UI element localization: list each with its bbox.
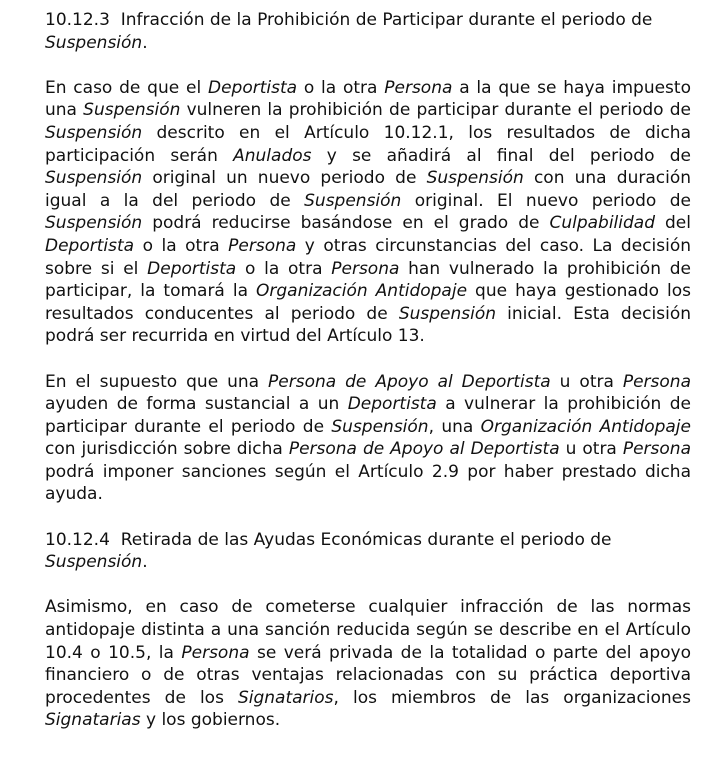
text-run: Asimismo, en caso de cometerse cualquier infracción de las normas antidopaje distinta a una sanción reducida según se describe en el Artículo 10.4 o 10.5, la: [45, 597, 691, 663]
defined-term: Deportista: [147, 258, 237, 279]
defined-term: Persona: [622, 371, 691, 392]
text-run: descrito en el Artículo 10.12.1, los resultados de dicha participación serán: [45, 122, 691, 166]
section-number: 10.12.3: [45, 10, 110, 30]
defined-term: Deportista: [45, 235, 135, 256]
defined-term: Suspensión: [83, 100, 181, 121]
text-run: del: [655, 213, 691, 234]
text-run: En caso de que el: [45, 77, 208, 98]
text-run: y se añadirá al final del periodo de: [311, 145, 691, 166]
section-title-end: .: [142, 32, 148, 53]
defined-term: Persona: [331, 258, 400, 279]
text-run: inicial. Esta decisión podrá ser recurrida en virtud del Artículo 13.: [45, 303, 691, 347]
defined-term: Signatarias: [45, 710, 141, 731]
text-run: u otra: [550, 371, 623, 392]
defined-term: Suspensión: [426, 168, 524, 189]
defined-term: Suspensión: [45, 168, 143, 189]
defined-term: Suspensión: [398, 303, 497, 324]
defined-term: Anulados: [233, 145, 312, 166]
section-title-end: .: [142, 552, 148, 573]
defined-term: Persona: [384, 77, 453, 98]
section-title-italic: Suspensión: [45, 552, 143, 573]
defined-term: Deportista: [207, 77, 298, 98]
text-run: y los gobiernos.: [140, 710, 281, 731]
text-run: con jurisdicción sobre dicha: [45, 439, 289, 460]
defined-term: Suspensión: [331, 416, 429, 437]
text-run: podrá imponer sanciones según el Artículo 2.9 por haber prestado dicha ayuda.: [45, 461, 691, 505]
paragraph-support-personnel: [45, 371, 691, 507]
paragraph-financial-support: [45, 596, 691, 732]
text-run: han vulnerado la prohibición de participar, la tomará la: [45, 258, 691, 302]
section-title: Retirada de las Ayudas Económicas durante el periodo de: [120, 529, 612, 550]
defined-term: Persona: [228, 235, 297, 256]
defined-term: Suspensión: [45, 213, 143, 234]
text-run: a la que se haya impuesto una: [45, 77, 691, 121]
text-run: o la otra: [236, 258, 332, 279]
section-title: Infracción de la Prohibición de Participar durante el periodo de: [120, 10, 653, 30]
text-run: , los miembros de las organizaciones: [333, 687, 692, 708]
text-run: y otras circunstancias del caso. La decisión sobre si el: [45, 235, 691, 279]
defined-term: Persona: [181, 642, 250, 663]
defined-term: Signatarios: [237, 687, 334, 708]
text-run: podrá reducirse basándose en el grado de: [142, 213, 550, 234]
text-run: En el supuesto que una: [45, 371, 269, 392]
defined-term: Deportista: [347, 394, 437, 415]
text-run: original. El nuevo periodo de: [401, 190, 691, 211]
section-number: 10.12.4: [45, 529, 110, 550]
text-run: o la otra: [297, 77, 385, 98]
text-run: vulneren la prohibición de participar durante el periodo de: [180, 100, 691, 121]
defined-term: Culpabilidad: [549, 213, 655, 234]
text-run: ayuden de forma sustancial a un: [45, 394, 348, 415]
text-run: se verá privada de la totalidad o parte del apoyo financiero o de otras ventajas relacionadas con su práctica deportiva procedentes de los: [45, 642, 691, 708]
defined-term: Suspensión: [45, 122, 143, 143]
section-heading-10-12-4: [45, 529, 691, 574]
text-run: original un nuevo periodo de: [142, 168, 427, 189]
paragraph-suspension-violation: [45, 77, 691, 348]
text-run: que haya gestionado los resultados conducentes al periodo de: [45, 281, 691, 324]
text-run: a vulnerar la prohibición de participar durante el periodo de: [45, 394, 691, 437]
defined-term: Suspensión: [304, 190, 402, 211]
defined-term: Persona: [622, 439, 691, 460]
defined-term: Organización Antidopaje: [256, 281, 468, 302]
section-heading-10-12-3: [45, 9, 691, 54]
text-run: o la otra: [134, 235, 229, 256]
defined-term: Organización Antidopaje: [480, 416, 691, 437]
text-run: con una duración igual a la del periodo de: [45, 168, 691, 211]
text-run: u otra: [559, 439, 623, 460]
section-title-italic: Suspensión: [45, 32, 143, 53]
defined-term: Persona de Apoyo al Deportista: [268, 371, 551, 392]
defined-term: Persona de Apoyo al Deportista: [288, 439, 560, 460]
text-run: , una: [428, 416, 481, 437]
